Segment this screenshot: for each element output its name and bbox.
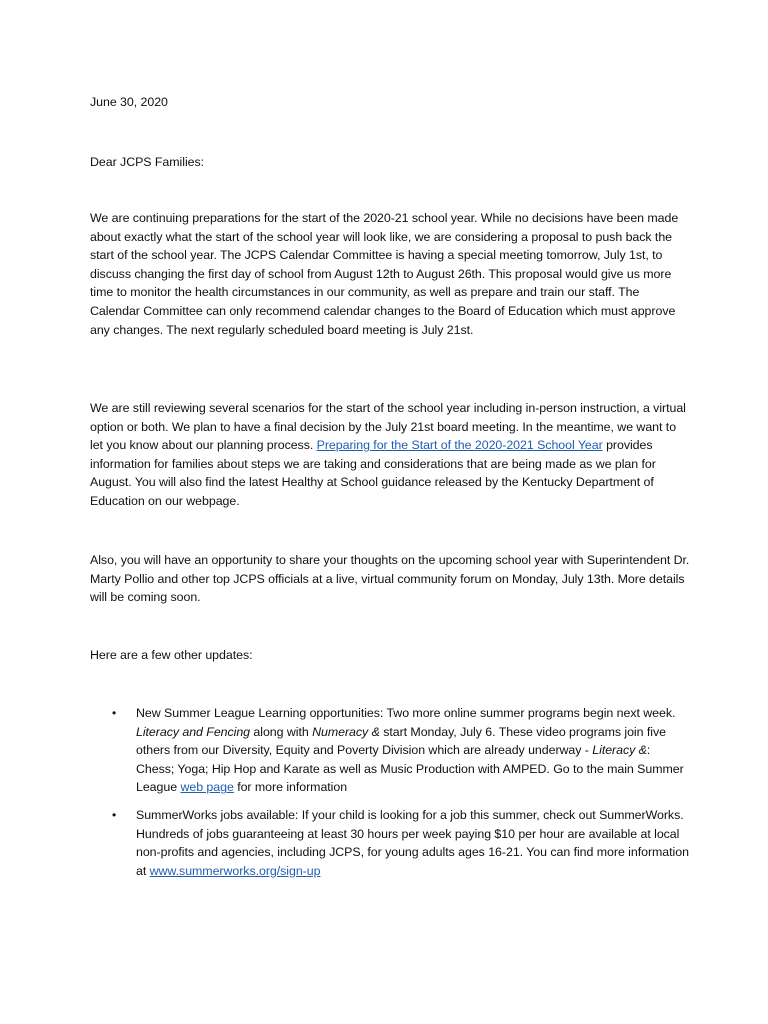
updates-list [90, 704, 690, 889]
paragraph-school-year-proposal: We are continuing preparations for the start of the 2020-21 school year. While no decisions have been made about exactly what the start of the school year will look like, we are considering a proposal to push back the start of the school year. The JCPS Calendar Committee is having a special meeting tomorrow, July 1st, to discuss changing the first day of school from August 12th to August 26th. This proposal would give us more time to monitor the health circumstances in our community, as well as prepare and train our staff. The Calendar Committee can only recommend calendar changes to the Board of Education which must approve any changes. The next regularly scheduled board meeting is July 21st. [90, 211, 679, 337]
program-name-literacy-fencing: Literacy and Fencing [136, 724, 251, 739]
list-item-text: : Chess; Yoga; Hip Hop and Karate as well as Music Production with AMPED. Go to the main Summer League [136, 743, 684, 795]
letter-greeting: Dear JCPS Families: [90, 155, 205, 169]
list-item-text: for more information [233, 780, 348, 795]
paragraph-text: We are still reviewing several scenarios for the start of the school year including in-person instruction, a virtual option or both. We plan to have a final decision by the July 21st board meeting. In the meantime, we want to let you know about our planning process. [90, 401, 686, 453]
bullet-icon: • [112, 706, 117, 720]
paragraph-planning-scenarios [90, 399, 690, 511]
letter-date: June 30, 2020 [90, 95, 168, 109]
list-item-text: along with [250, 724, 313, 739]
paragraph-text: provides information for families about steps we are taking and considerations that are being made as we plan for August. You will also find the latest Healthy at School guidance released by the Kentucky Department of Education on our webpage. [90, 438, 656, 508]
bullet-icon: • [112, 807, 117, 822]
summerworks-signup-link[interactable]: www.summerworks.org/sign-up [149, 863, 321, 878]
list-item-text: New Summer League Learning opportunities: Two more online summer programs begin next week. [136, 706, 676, 720]
list-item-summerworks [90, 806, 690, 880]
preparing-start-school-year-link[interactable]: Preparing for the Start of the 2020-2021 School Year [316, 438, 603, 453]
paragraph-community-forum: Also, you will have an opportunity to share your thoughts on the upcoming school year with Superintendent Dr. Marty Pollio and other top JCPS officials at a live, virtual community forum on Monday, July 13th. More details will be coming soon. [90, 553, 690, 605]
list-item-text: start Monday, July 6. These video programs join five others from our Diversity, Equity and Poverty Division which are already underway - [136, 724, 666, 758]
paragraph-updates-intro: Here are a few other updates: [90, 648, 253, 662]
list-item-summer-league [90, 704, 690, 797]
program-name-literacy: Literacy & [592, 743, 647, 758]
list-item-text: SummerWorks jobs available: If your child is looking for a job this summer, check out SummerWorks. Hundreds of jobs guaranteeing at least 30 hours per week paying $10 per hour are available at local non-profits and agencies, including JCPS, for young adults ages 16-21. You can find more information at [136, 807, 689, 878]
program-name-numeracy: Numeracy & [312, 724, 380, 739]
summer-league-web-page-link[interactable]: web page [180, 780, 234, 795]
